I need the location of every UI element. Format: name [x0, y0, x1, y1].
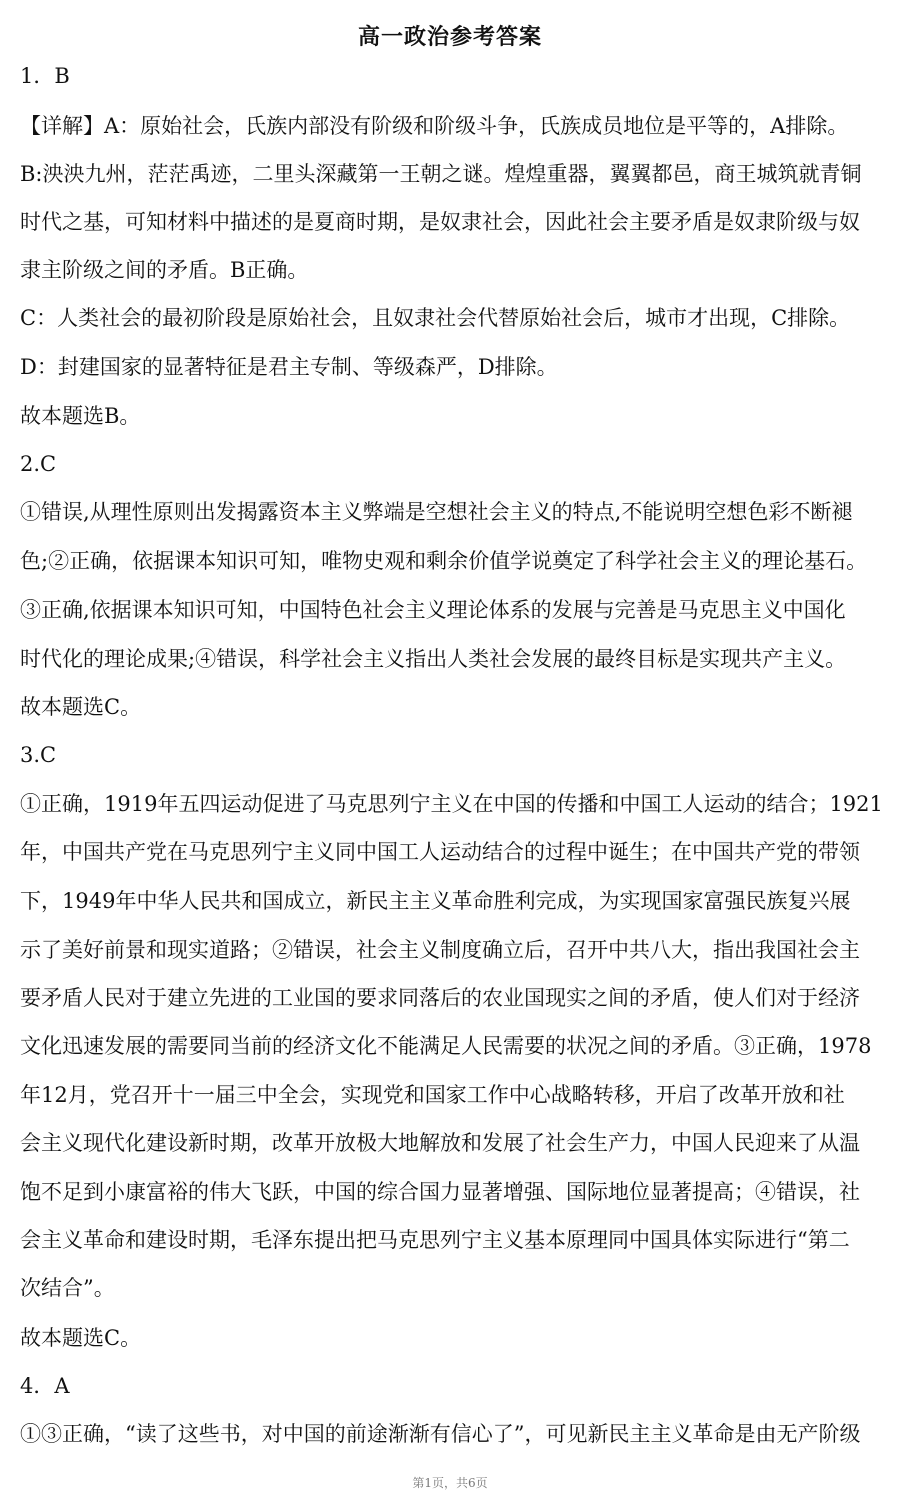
page-title: 高一政治参考答案	[357, 24, 542, 50]
text-line: 次结合”。	[20, 1276, 115, 1300]
text-line: 4．A	[20, 1374, 70, 1398]
text-line: 会主义现代化建设新时期，改革开放极大地解放和发展了社会生产力，中国人民迎来了从温	[20, 1131, 860, 1155]
text-line: 时代之基，可知材料中描述的是夏商时期，是奴隶社会，因此社会主要矛盾是奴隶阶级与奴	[20, 210, 860, 234]
text-line: ①③正确，“读了这些书，对中国的前途渐渐有信心了”，可见新民主主义革命是由无产阶级	[20, 1422, 861, 1446]
text-line: 时代化的理论成果;④错误，科学社会主义指出人类社会发展的最终目标是实现共产主义。	[20, 647, 847, 671]
text-line: 年，中国共产党在马克思列宁主义同中国工人运动结合的过程中诞生；在中国共产党的带领	[20, 840, 860, 864]
text-line: 会主义革命和建设时期，毛泽东提出把马克思列宁主义基本原理同中国具体实际进行“第二	[20, 1228, 850, 1252]
text-line: 故本题选C。	[20, 695, 142, 719]
text-line: ③正确,依据课本知识可知，中国特色社会主义理论体系的发展与完善是马克思主义中国化	[20, 598, 846, 622]
text-line: ①正确，1919年五四运动促进了马克思列宁主义在中国的传播和中国工人运动的结合；1921	[20, 792, 883, 816]
text-line: 色;②正确，依据课本知识可知，唯物史观和剩余价值学说奠定了科学社会主义的理论基石。	[20, 549, 868, 573]
text-line: 年12月，党召开十一届三中全会，实现党和国家工作中心战略转移，开启了改革开放和社	[20, 1083, 845, 1107]
text-line: 2.C	[20, 452, 57, 476]
text-line: 故本题选B。	[20, 404, 141, 428]
text-line: 要矛盾人民对于建立先进的工业国的要求同落后的农业国现实之间的矛盾，使人们对于经济	[20, 986, 860, 1010]
text-line: 示了美好前景和现实道路；②错误，社会主义制度确立后，召开中共八大，指出我国社会主	[20, 938, 860, 962]
text-line: C：人类社会的最初阶段是原始社会，且奴隶社会代替原始社会后，城市才出现，C排除。	[20, 306, 851, 330]
text-line: 3.C	[20, 743, 57, 767]
page-footer: 第1页，共6页	[412, 1476, 488, 1490]
text-line: 文化迅速发展的需要同当前的经济文化不能满足人民需要的状况之间的矛盾。③正确，1978	[20, 1034, 872, 1058]
text-line: 饱不足到小康富裕的伟大飞跃，中国的综合国力显著增强、国际地位显著提高；④错误，社	[20, 1180, 860, 1204]
text-line: ①错误,从理性原则出发揭露资本主义弊端是空想社会主义的特点,不能说明空想色彩不断褪	[20, 500, 853, 524]
text-line: 隶主阶级之间的矛盾。B正确。	[20, 258, 309, 282]
text-line: B:泱泱九州，茫茫禹迹，二里头深藏第一王朝之谜。煌煌重器，翼翼都邑，商王城筑就青铜	[20, 162, 862, 186]
text-line: 1．B	[20, 64, 70, 88]
text-line: 【详解】A：原始社会，氏族内部没有阶级和阶级斗争，氏族成员地位是平等的，A排除。	[20, 114, 849, 138]
text-line: D：封建国家的显著特征是君主专制、等级森严，D排除。	[20, 355, 558, 379]
text-line: 下，1949年中华人民共和国成立，新民主主义革命胜利完成，为实现国家富强民族复兴展	[20, 889, 851, 913]
text-line: 故本题选C。	[20, 1326, 142, 1350]
